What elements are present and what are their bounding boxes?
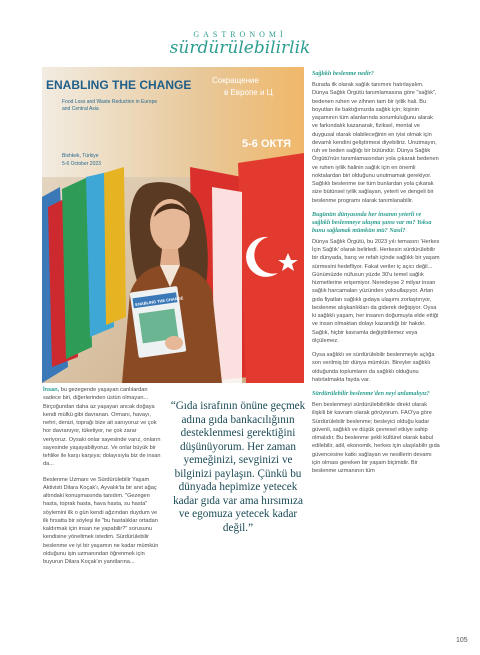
page-header bbox=[0, 30, 480, 58]
banner-subtext: Food Loss and Waste Reduction in Europe bbox=[62, 99, 158, 105]
banner-city: Bishkek, Türkiye bbox=[62, 153, 99, 159]
question-heading: Sağlıklı beslenme nedir? bbox=[312, 71, 374, 77]
flag-yellow bbox=[104, 167, 126, 325]
intro-paragraph-2: Beslenme Uzmanı ve Sürdürülebilir Yaşam Aktivisti Dilara Koçak'ı, Ayvalık'ta bir anıt ağaç altındaki konuşmasında tanıdım. "Gezegen hasta, toprak hasta, hava hasta, su hasta" söylemini ilk o gün kendi ağzından duydum ve ilk fırsatta bir söyleşi ile "bu hastalıklar ortadan kaldırmak için insan ne yapabilir?" sorusunu kendisine yöneltmek istedim. Sürdürülebilir beslenme ve iyi bir yaşamın ne kadar mümkün olduğunu işin uzmanından öğrenmek için buyurun Dilara Koçak'ın yanıtlarına... bbox=[43, 476, 159, 565]
question-heading-3: Sürdürülebilir beslenme'den neyi anlamalıyız? bbox=[312, 391, 430, 397]
hand bbox=[165, 336, 183, 350]
article-photo bbox=[42, 67, 304, 383]
page-number: 105 bbox=[456, 637, 468, 644]
intro-lead: İnsan, bbox=[43, 387, 60, 393]
photo-illustration bbox=[42, 67, 304, 383]
banner-subtext-2: and Central Asia bbox=[62, 106, 99, 112]
answer-paragraph-3: Ben beslenmeyi sürdürülebilirlikle direkt olarak ilişkili bir kavram olarak görüyorum. FAO'ya göre Sürdürülebilir beslenme; besleyici olduğu kadar güvenli, sağlıklı ve düşük çevresel etkiye sahip olmalıdır. Bu beslenme şekli kültürel olarak kabul edilebilir, adil, ekonomik, herkes için ulaşılabilir gıda güvencesine katkı sağlayan ve nesillerin devamı için olması gereken bir yaşam biçimidir. Bir beslenme uzmanının tüm bbox=[312, 402, 440, 474]
left-column bbox=[43, 386, 161, 573]
neck bbox=[160, 249, 180, 265]
turkish-flag bbox=[238, 153, 304, 383]
pull-quote: “Gıda israfının önüne geçmek adına gıda bankacılığının desteklenmesi gerektiğini düşünüyorum. Her zaman yemeğinizi, sevginizi ve bilginizi paylaşın. Çünkü bu dünyada hepimize yetecek kadar gıda var ama hırsımıza ve egomuza yetecek kadar değil.” bbox=[170, 400, 306, 534]
answer-paragraph-2: Dünya Sağlık Örgütü, bu 2023 yılı temasını 'Herkes İçin Sağlık' olarak belirledi. Herkesin sürdürülebilir bir dünyada, barış ve refah içinde sağlıklı bir yaşam sürmesini hedefliyor. Fakat veriler iç açıcı değil... Günümüzde nüfusun yüzde 30'u temel sağlık hizmetlerine erişemiyor. Neredeyse 2 milyar insan sağlık harcamaları yüzünden yoksullaşıyor. Artan gıda fiyatları sağlıklı gıdaya ulaşımı zorlaştırıyor, beslenme alışkanlıkları da giderek değişiyor. Oysa ki sağlıklı yaşam, her insanın doğumuyla elde ettiği ve insan olmaktan dolayı kazandığı bir hakdır. Sağlık, hiçbir kavramla değiştirilemez veya ölçülemez. bbox=[312, 238, 440, 344]
banner-date-en: 5-6 October 2023 bbox=[62, 161, 101, 167]
answer-paragraph-2b: Oysa sağlıklı ve sürdürülebilir beslenmeyle açlığa son verilmiş bir dünya mümkün. Bireyler sağlıklı olduğunda toplumların da sağlıklı olduğunu hatırlatmakta fayda var. bbox=[312, 352, 435, 383]
banner-text-ru-2: в Европе и Ц bbox=[224, 88, 273, 97]
banner-text-ru: Сокращение bbox=[212, 76, 259, 85]
question-heading-2: Bugünün dünyasında her insanın yeterli ve sağlıklı beslenmeye ulaşma şansı var mı? Yoksa bunu sağlamak mümkün mü? Nasıl? bbox=[312, 211, 432, 234]
intro-paragraph bbox=[43, 386, 161, 469]
banner-date: 5-6 ОКТЯ bbox=[242, 138, 291, 150]
intro-text: bu gezegende yaşayan canlılardan sadece biri, diğerlerinden üstün olmayan... Birçoğundan daha az yaşayan ancak doğaya kendi mülkü gibi davranan. Ormanı, havayı, nehri, denizi, toprağı bize ait sanıyoruz ve çok hor davranıyor, tüketiyor, ne çok zarar veriyoruz. Oysaki onlar sayesinde varız, onların sayesinde yaşayabiliyoruz. Ve onlar büyük bir tehlike ile karşı karşıya; dolayısıyla biz de insan da... bbox=[43, 387, 161, 468]
book-title: ENABLING THE CHANGE bbox=[134, 295, 184, 307]
right-column bbox=[312, 70, 440, 481]
answer-paragraph: Burada ilk olarak sağlık tanımını hatırlayalım. Dünya Sağlık Örgütü tanımlamasına göre "sağlık", bedenen ruhen ve zihnen tam bir iyilik hali. Bu boyutları ile baktığımızda sağlık için; kişinin yaşamının tüm alanlarında sorumluluğunu alarak ve farkındalık kazanarak, fiziksel, mental ve duygusal olarak olabileceğinin en iyisi olmak için devamlı kendini geliştirmesi diyebiliriz. Unutmayın, ruh ve beden sağlığı bir bütündür. Dünya Sağlık Örgütü'nün tanımlamasından yola çıkarak bedenen ve ruhen iyilik halinin sağlık için en önemli noktalardan biri olduğunu unutmamak gerekiyor. Sağlıklı beslenme ise tüm bunlardan yola çıkarak size bütünsel iyilik sağlayan, yeterli ve dengeli bir beslenme programı olarak tanımlanabilir. bbox=[312, 82, 439, 204]
section-kicker: GASTRONOMİ bbox=[193, 30, 287, 39]
section-title: sürdürülebilirlik bbox=[169, 38, 311, 58]
banner-text: ENABLING THE CHANGE bbox=[46, 78, 192, 92]
